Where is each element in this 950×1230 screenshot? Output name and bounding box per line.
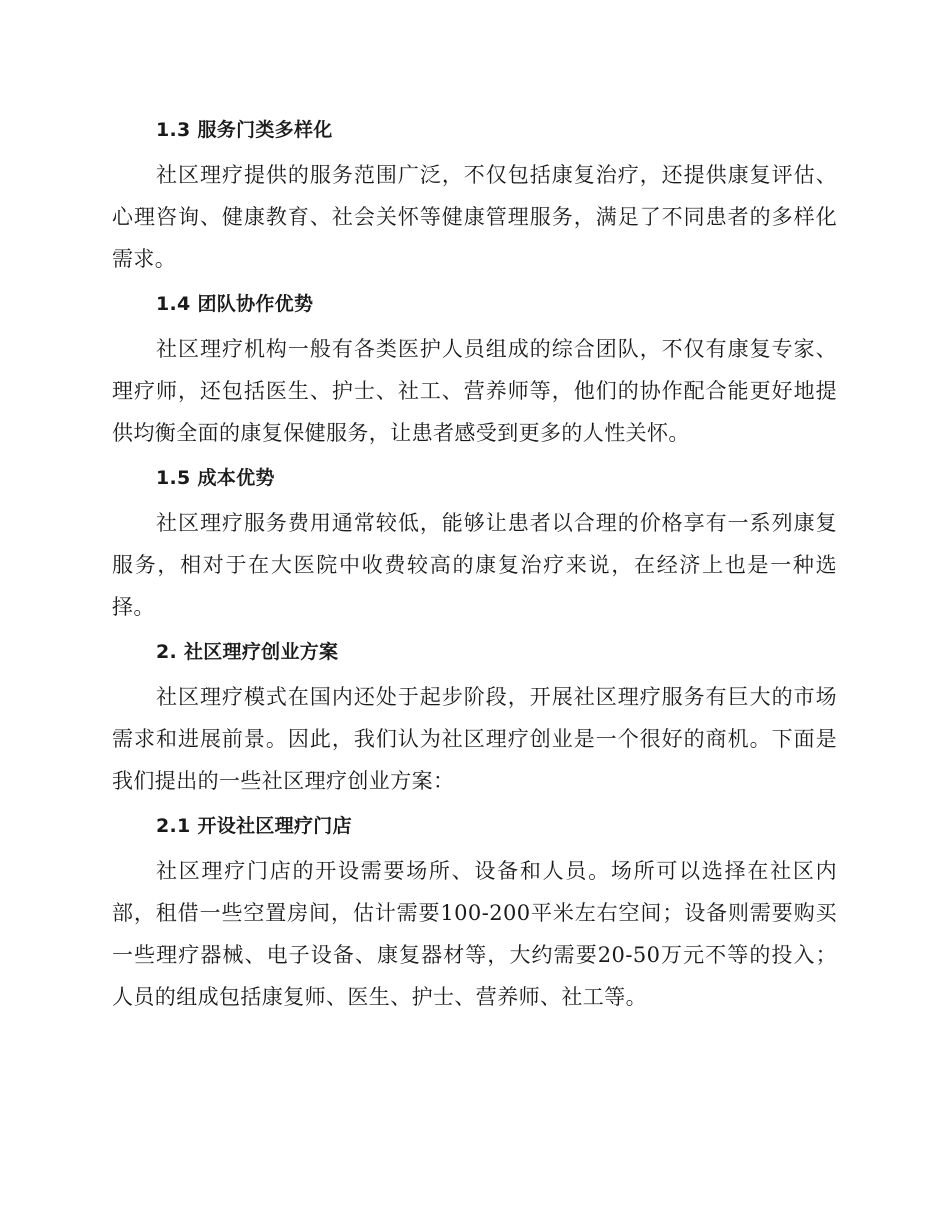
section-paragraph-1-5: 社区理疗服务费用通常较低，能够让患者以合理的价格享有一系列康复服务，相对于在大医院中收费较高的康复治疗来说，在经济上也是一种选择。 — [112, 511, 837, 619]
section-heading-2: 2. 社区理疗创业方案 — [156, 641, 339, 663]
section-paragraph-2: 社区理疗模式在国内还处于起步阶段，开展社区理疗服务有巨大的市场需求和进展前景。因此，我们认为社区理疗创业是一个很好的商机。下面是我们提出的一些社区理疗创业方案： — [112, 685, 837, 793]
section-heading-1-3: 1.3 服务门类多样化 — [156, 119, 333, 141]
document-body — [112, 106, 837, 1028]
section-heading-1-4: 1.4 团队协作优势 — [156, 293, 314, 315]
section-paragraph-2-1: 社区理疗门店的开设需要场所、设备和人员。场所可以选择在社区内部，租借一些空置房间，估计需要100-200平米左右空间；设备则需要购买一些理疗器械、电子设备、康复器材等，大约需要20-50万元不等的投入；人员的组成包括康复师、医生、护士、营养师、社工等。 — [112, 859, 837, 1009]
section-paragraph-1-4: 社区理疗机构一般有各类医护人员组成的综合团队，不仅有康复专家、理疗师，还包括医生、护士、社工、营养师等，他们的协作配合能更好地提供均衡全面的康复保健服务，让患者感受到更多的人性关怀。 — [112, 337, 837, 445]
section-heading-2-1: 2.1 开设社区理疗门店 — [156, 815, 352, 837]
section-paragraph-1-3: 社区理疗提供的服务范围广泛，不仅包括康复治疗，还提供康复评估、心理咨询、健康教育、社会关怀等健康管理服务，满足了不同患者的多样化需求。 — [112, 163, 837, 271]
section-heading-1-5: 1.5 成本优势 — [156, 467, 275, 489]
